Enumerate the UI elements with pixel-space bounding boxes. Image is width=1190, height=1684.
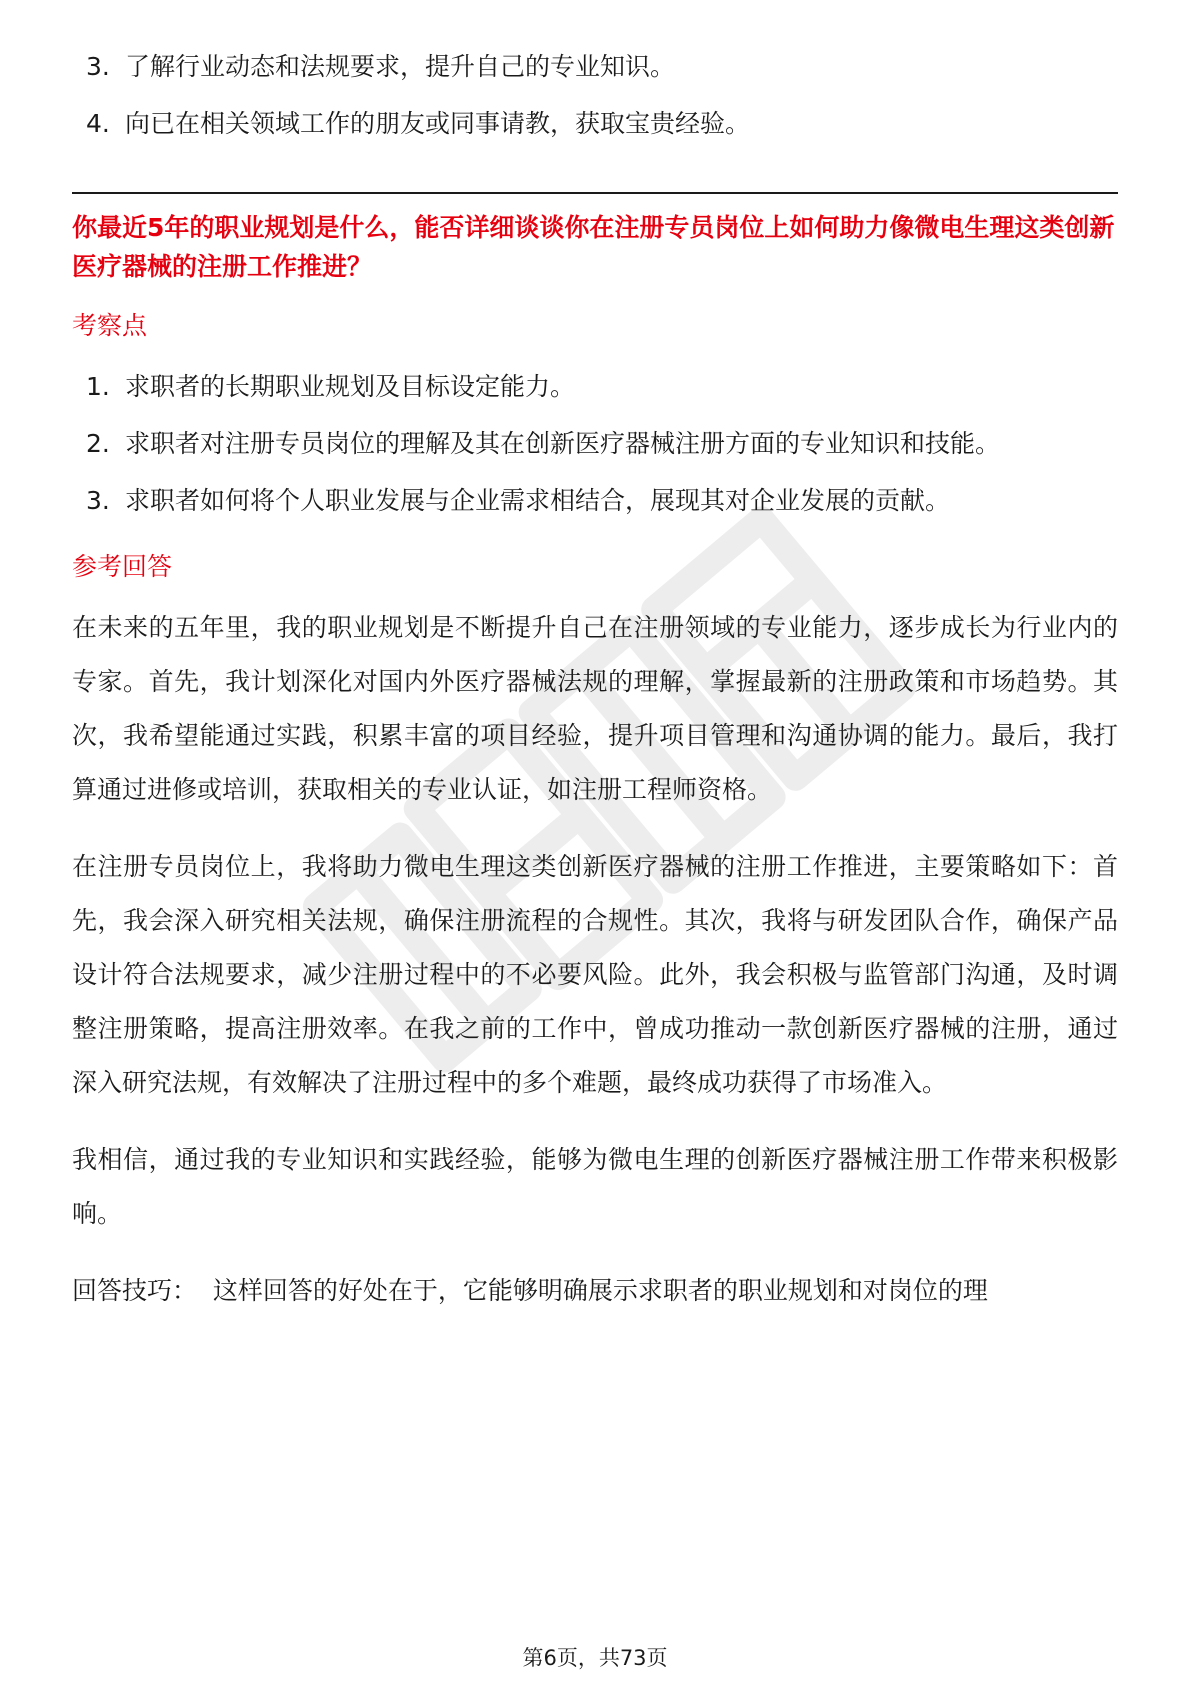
assessment-list (72, 360, 1118, 528)
list-text: 向已在相关领域工作的朋友或同事请教，获取宝贵经验。 (125, 109, 751, 138)
answer-paragraph: 我相信，通过我的专业知识和实践经验，能够为微电生理的创新医疗器械注册工作带来积极影响。 (72, 1145, 1118, 1228)
list-number: 3. (86, 52, 110, 81)
list-item (72, 360, 1118, 414)
answer-paragraph: 在未来的五年里，我的职业规划是不断提升自己在注册领域的专业能力，逐步成长为行业内的专家。首先，我计划深化对国内外医疗器械法规的理解，掌握最新的注册政策和市场趋势。其次，我希望能通过实践，积累丰富的项目经验，提升项目管理和沟通协调的能力。最后，我打算通过进修或培训，获取相关的专业认证，如注册工程师资格。 (72, 613, 1118, 804)
list-item (72, 40, 1118, 94)
interview-question: 你最近5年的职业规划是什么，能否详细谈谈你在注册专员岗位上如何助力像微电生理这类创新医疗器械的注册工作推进？ (72, 213, 1115, 281)
section-divider (72, 192, 1118, 194)
list-item (72, 417, 1118, 471)
list-text: 求职者如何将个人职业发展与企业需求相结合，展现其对企业发展的贡献。 (125, 486, 951, 515)
list-number: 1. (86, 372, 110, 401)
top-list (72, 40, 1118, 151)
spacer (72, 531, 1118, 549)
answer-paragraph: 在注册专员岗位上，我将助力微电生理这类创新医疗器械的注册工作推进，主要策略如下：首先，我会深入研究相关法规，确保注册流程的合规性。其次，我将与研发团队合作，确保产品设计符合法规要求，减少注册过程中的不必要风险。此外，我会积极与监管部门沟通，及时调整注册策略，提高注册效率。在我之前的工作中，曾成功推动一款创新医疗器械的注册，通过深入研究法规，有效解决了注册过程中的多个难题，最终成功获得了市场准入。 (72, 852, 1118, 1097)
answer-tip: 回答技巧： 这样回答的好处在于，它能够明确展示求职者的职业规划和对岗位的理 (72, 1276, 988, 1305)
list-number: 3. (86, 486, 110, 515)
list-number: 2. (86, 429, 110, 458)
list-text: 了解行业动态和法规要求，提升自己的专业知识。 (125, 52, 676, 81)
list-item (72, 474, 1118, 528)
list-number: 4. (86, 109, 110, 138)
content-area (72, 40, 1118, 1341)
answer-label: 参考回答 (72, 552, 173, 581)
list-item (72, 97, 1118, 151)
list-text: 求职者对注册专员岗位的理解及其在创新医疗器械注册方面的专业知识和技能。 (125, 429, 1001, 458)
page-number: 第6页，共73页 (522, 1646, 668, 1670)
assessment-label: 考察点 (72, 311, 148, 340)
list-text: 求职者的长期职业规划及目标设定能力。 (125, 372, 576, 401)
